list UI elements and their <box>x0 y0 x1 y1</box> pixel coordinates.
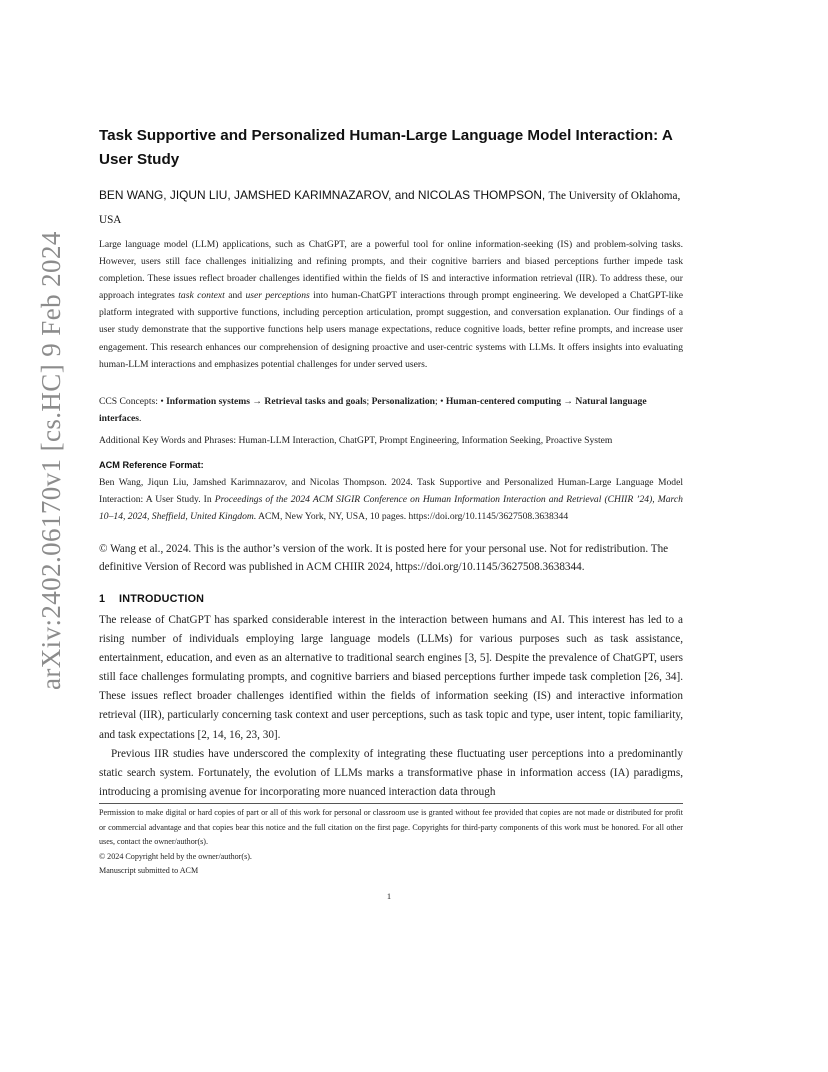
keywords: Additional Key Words and Phrases: Human-LLM Interaction, ChatGPT, Prompt Engineering, Information Seeking, Proactive System <box>99 435 613 446</box>
abstract-text-2: and <box>224 290 246 302</box>
footnote <box>99 806 683 879</box>
paper-title: Task Supportive and Personalized Human-Large Language Model Interaction: A User Study <box>99 127 673 168</box>
section-title: INTRODUCTION <box>119 593 205 605</box>
page-number: 1 <box>386 891 392 901</box>
ccs-concept-hcc: Human-centered computing → Natural language interfaces <box>99 396 647 424</box>
ccs-concepts <box>99 393 683 427</box>
author-version-note: © Wang et al., 2024. This is the author’s version of the work. It is posted here for your personal use. Not for redistribution. The definitive Version of Record was published in ACM CHIIR 2024, https://doi.org/10.1145/3627508.3638344. <box>99 543 669 573</box>
acm-reference <box>99 474 683 525</box>
section-heading <box>99 591 204 607</box>
ccs-end: . <box>138 413 142 424</box>
introduction-body <box>99 611 683 802</box>
author-affiliation: The University of Oklahoma, USA <box>99 190 681 226</box>
intro-paragraph: The release of ChatGPT has sparked considerable interest in the interaction between humans and AI. This interest has led to a rising number of individuals employing large language models (LLMs) for various purposes such as task assistance, entertainment, education, and even as an alternative to traditional search engines [3, 5]. Despite the prevalence of ChatGPT, users still face challenges formulating prompts, and cognitive barriers and biased perceptions further impede task completion [26, 34]. These issues reflect broader challenges identified within the fields of information seeking (IS) and interactive information retrieval (IIR), particularly concerning task context and user perceptions, such as task topic and type, user intent, topic familiarity, and task expectations [2, 14, 16, 23, 30]. <box>99 614 683 741</box>
abstract-emphasis-task-context: task context <box>178 290 225 302</box>
arxiv-side-identifier: arXiv:2402.06170v1 [cs.HC] 9 Feb 2024 <box>36 231 66 690</box>
acm-reference-text-2: ACM, New York, NY, USA, 10 pages. https://doi.org/10.1145/3627508.3638344 <box>256 511 569 523</box>
section-number: 1 <box>99 593 106 605</box>
ccs-concept-personalization: Personalization <box>371 396 435 407</box>
ccs-label: CCS Concepts: <box>99 396 161 407</box>
ccs-separator: ; <box>434 396 441 407</box>
footnote-copyright: © 2024 Copyright held by the owner/author(s). <box>99 851 252 861</box>
author-block <box>99 184 689 232</box>
abstract <box>99 236 683 373</box>
abstract-text-1: Large language model (LLM) applications, such as ChatGPT, are a powerful tool for online information-seeking (IS) and problem-solving tasks. However, users still face challenges initializing and refining prompts, and their cognitive barriers and biased perceptions further impede task completion. These issues reflect broader challenges identified within the fields of IS and interactive information retrieval (IIR). To address these, our approach integrates <box>99 239 683 302</box>
abstract-emphasis-user-perceptions: user perceptions <box>245 290 310 302</box>
author-names: BEN WANG, JIQUN LIU, JAMSHED KARIMNAZAROV, and NICOLAS THOMPSON, <box>99 188 546 202</box>
abstract-text-3: into human-ChatGPT interactions through prompt engineering. We developed a ChatGPT-like platform integrated with supportive functions, including perception articulation, prompt suggestion, and conversation explanation. Our findings of a user study demonstrate that the supportive functions help users manage expectations, reduce cognitive loads, better refine prompts, and increase user engagement. This research enhances our comprehension of designing proactive and user-centric systems with LLMs. It offers insights into evaluating human-LLM interactions and emphasizes potential challenges for under served users. <box>99 290 683 370</box>
ccs-concept-retrieval: Information systems → Retrieval tasks and goals <box>166 396 367 407</box>
footnote-divider <box>99 803 683 804</box>
ccs-separator: ; <box>366 396 372 407</box>
acm-reference-text-1: Ben Wang, Jiqun Liu, Jamshed Karimnazarov, and Nicolas Thompson. 2024. Task Supportive and Personalized Human-Large Language Model Interaction: A User Study. In <box>99 477 683 506</box>
footnote-manuscript: Manuscript submitted to ACM <box>99 866 199 876</box>
ccs-bullet: • <box>440 396 446 407</box>
acm-reference-heading: ACM Reference Format: <box>99 460 204 470</box>
ccs-bullet: • <box>160 396 167 407</box>
acm-reference-proceedings: Proceedings of the 2024 ACM SIGIR Conference on Human Information Interaction and Retrieval (CHIIR ’24), March 10–14, 2024, Sheffield, United Kingdom. <box>99 494 683 523</box>
footnote-permission: Permission to make digital or hard copies of part or all of this work for personal or classroom use is granted without fee provided that copies are not made or distributed for profit or commercial advantage and that copies bear this notice and the full citation on the first page. Copyrights for third-party components of this work must be honored. For all other uses, contact the owner/author(s). <box>99 808 683 847</box>
intro-paragraph: Previous IIR studies have underscored the complexity of integrating these fluctuating user perceptions into a predominantly static search system. Fortunately, the evolution of LLMs marks a transformative phase in information access (IA) paradigms, introducing a promising avenue for incorporating more nuanced interaction data through <box>99 747 683 798</box>
